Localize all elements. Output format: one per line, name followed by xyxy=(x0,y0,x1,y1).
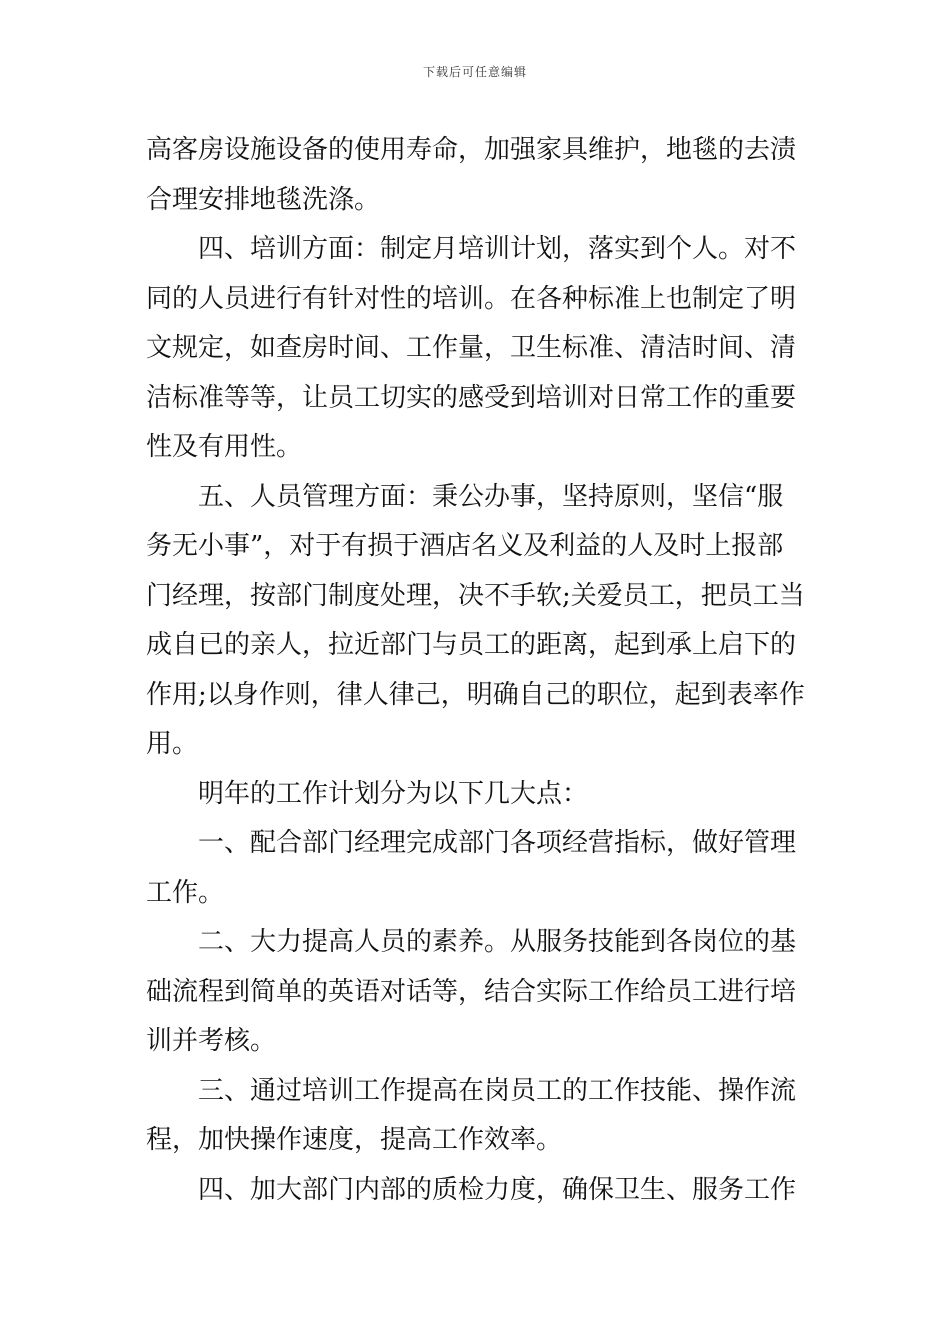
page-header: 下载后可任意编辑 xyxy=(422,65,527,79)
text-line: 成自已的亲人，拉近部门与员工的距离，起到承上启下的 xyxy=(146,630,797,660)
paragraph-first-line: 四、加大部门内部的质检力度，确保卫生、服务工作 xyxy=(198,1174,797,1205)
text-line: 训并考核。 xyxy=(146,1026,277,1056)
text-line: 文规定，如查房时间、工作量，卫生标准、清洁时间、清 xyxy=(146,333,797,363)
paragraph-first-line: 明年的工作计划分为以下几大点： xyxy=(198,778,589,809)
paragraph-first-line: 三、通过培训工作提高在岗员工的工作技能、操作流 xyxy=(198,1075,797,1106)
text-line: 门经理，按部门制度处理，决不手软;关爱员工，把员工当 xyxy=(146,580,805,611)
text-line: 洁标准等等，让员工切实的感受到培训对日常工作的重要 xyxy=(146,382,797,413)
paragraph-first-line: 五、人员管理方面：秉公办事，坚持原则，坚信“服 xyxy=(198,481,784,512)
text-line: 工作。 xyxy=(146,877,225,908)
text-line: 础流程到简单的英语对话等，结合实际工作给员工进行培 xyxy=(146,976,797,1007)
text-line: 务无小事”，对于有损于酒店名义及利益的人及时上报部 xyxy=(146,531,784,561)
text-line: 性及有用性。 xyxy=(146,432,303,462)
text-line: 用。 xyxy=(146,729,199,759)
text-line: 同的人员进行有针对性的培训。在各种标准上也制定了明 xyxy=(146,283,797,314)
text-line: 高客房设施设备的使用寿命，加强家具维护，地毯的去渍 xyxy=(146,135,797,165)
paragraph-first-line: 一、配合部门经理完成部门各项经营指标，做好管理 xyxy=(198,828,797,858)
text-line: 作用;以身作则，律人律己，明确自己的职位，起到表率作 xyxy=(146,679,805,710)
text-line: 合理安排地毯洗涤。 xyxy=(146,184,381,215)
paragraph-first-line: 四、培训方面：制定月培训计划，落实到个人。对不 xyxy=(198,234,797,264)
paragraph-first-line: 二、大力提高人员的素养。从服务技能到各岗位的基 xyxy=(198,927,797,957)
text-line: 程，加快操作速度，提高工作效率。 xyxy=(146,1125,563,1155)
document-body xyxy=(146,126,806,1215)
